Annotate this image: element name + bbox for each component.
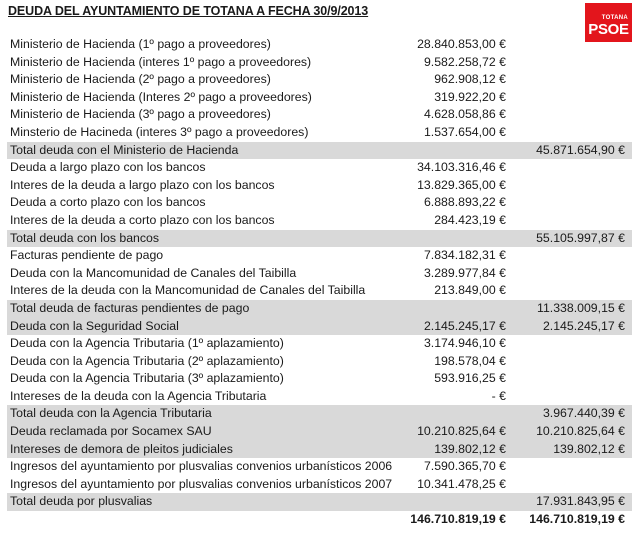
row-amount: 319.922,20 € [434,89,506,104]
row-label: Ministerio de Hacienda (1º pago a proveedores) [10,37,271,51]
row-label: Ingresos del ayuntamiento por plusvalias convenios urbanísticos 2007 [10,476,393,491]
row-label: Total deuda con la Agencia Tributaria [10,406,212,421]
row-label: Total deuda con el Ministerio de Hacienda [10,142,239,157]
grand-total-row [7,511,632,529]
row-label: Deuda con la Mancomunidad de Canales del Taibilla [10,265,297,280]
logo-subtitle: TOTANA [601,15,628,21]
table-row [7,370,632,388]
row-amount: 34.103.316,46 € [417,160,506,175]
row-total: 139.802,12 € [553,441,625,456]
row-label: Total deuda con los bancos [10,230,160,245]
row-label: Deuda con la Agencia Tributaria (1º aplazamiento) [10,336,284,351]
table-row [7,353,632,371]
row-label: Ingresos del ayuntamiento por plusvalias convenios urbanísticos 2006 [10,459,393,474]
table-total-row [7,441,632,459]
row-label: Deuda a largo plazo con los bancos [10,160,206,175]
table-total-row [7,142,632,160]
row-amount: 593.916,25 € [434,371,506,386]
row-amount: 6.888.893,22 € [423,195,506,210]
grand-total-amount: 146.710.819,19 € [410,512,506,527]
table-row [7,89,632,107]
row-label: Deuda a corto plazo con los bancos [10,195,206,210]
table-row [7,335,632,353]
row-amount: 3.289.977,84 € [423,265,506,280]
row-amount: 213.849,00 € [434,283,506,298]
row-label: Interes de la deuda a largo plazo con los bancos [10,177,275,192]
table-row [7,388,632,406]
row-label: Deuda con la Agencia Tributaria (3º aplazamiento) [10,371,284,386]
table-total-row [7,405,632,423]
row-label: Ministerio de Hacienda (interes 1º pago a proveedores) [10,54,312,69]
table-row [7,36,632,54]
debt-table [7,36,632,529]
row-label: Total deuda por plusvalias [10,494,153,509]
row-amount: 962.908,12 € [434,72,506,87]
row-total: 11.338.009,15 € [537,300,625,315]
table-total-row [7,318,632,336]
row-label: Deuda con la Agencia Tributaria (2º aplazamiento) [10,353,284,368]
row-amount: 284.423,19 € [434,212,506,227]
row-amount: 7.834.182,31 € [423,248,506,263]
row-label: Minsterio de Hacineda (interes 3º pago a proveedores) [10,124,309,139]
row-label: Deuda reclamada por Socamex SAU [10,424,212,439]
table-row [7,282,632,300]
row-total: 10.210.825,64 € [536,424,625,439]
row-label: Interes de la deuda con la Mancomunidad de Canales del Taibilla [10,283,366,298]
row-amount: 10.341.478,25 € [417,476,506,491]
table-row [7,194,632,212]
table-total-row [7,423,632,441]
row-amount: 1.537.654,00 € [423,124,506,139]
document-title: DEUDA DEL AYUNTAMIENTO DE TOTANA A FECHA 30/9/2013 [8,4,369,18]
table-row [7,476,632,494]
row-amount: 10.210.825,64 € [417,424,506,439]
row-label: Ministerio de Hacienda (Interes 2º pago a proveedores) [10,89,312,104]
row-amount: 7.590.365,70 € [423,459,506,474]
row-label: Deuda con la Seguridad Social [10,318,179,333]
logo-title: PSOE [588,21,629,38]
row-label: Facturas pendiente de pago [10,248,164,263]
row-amount: 9.582.258,72 € [423,54,506,69]
table-row [7,177,632,195]
table-row [7,54,632,72]
table-row [7,265,632,283]
row-total: 17.931.843,95 € [536,494,625,509]
row-amount: 3.174.946,10 € [423,336,506,351]
row-label: Intereses de demora de pleitos judiciales [10,441,233,456]
row-total: 55.105.997,87 € [536,230,625,245]
row-total: 3.967.440,39 € [542,406,625,421]
row-label: Interes de la deuda a corto plazo con los bancos [10,212,275,227]
table-total-row [7,300,632,318]
row-label: Ministerio de Hacienda (2º pago a proveedores) [10,72,271,87]
table-row [7,247,632,265]
table-row [7,458,632,476]
row-amount: 28.840.853,00 € [417,37,506,51]
row-label: Total deuda de facturas pendientes de pago [10,300,250,315]
row-label: Intereses de la deuda con la Agencia Tributaria [10,388,267,403]
grand-total-total: 146.710.819,19 € [529,512,625,527]
table-row [7,106,632,124]
row-amount: - € [491,388,506,403]
table-row [7,212,632,230]
table-row [7,159,632,177]
row-amount: 4.628.058,86 € [423,107,506,122]
row-amount: 139.802,12 € [434,441,506,456]
row-total: 2.145.245,17 € [542,318,625,333]
table-row [7,124,632,142]
row-total: 45.871.654,90 € [536,142,625,157]
row-label: Ministerio de Hacienda (3º pago a proveedores) [10,107,271,122]
table-row [7,71,632,89]
row-amount: 198.578,04 € [434,353,506,368]
row-amount: 2.145.245,17 € [423,318,506,333]
table-total-row [7,230,632,248]
row-amount: 13.829.365,00 € [417,177,506,192]
table-total-row [7,493,632,511]
